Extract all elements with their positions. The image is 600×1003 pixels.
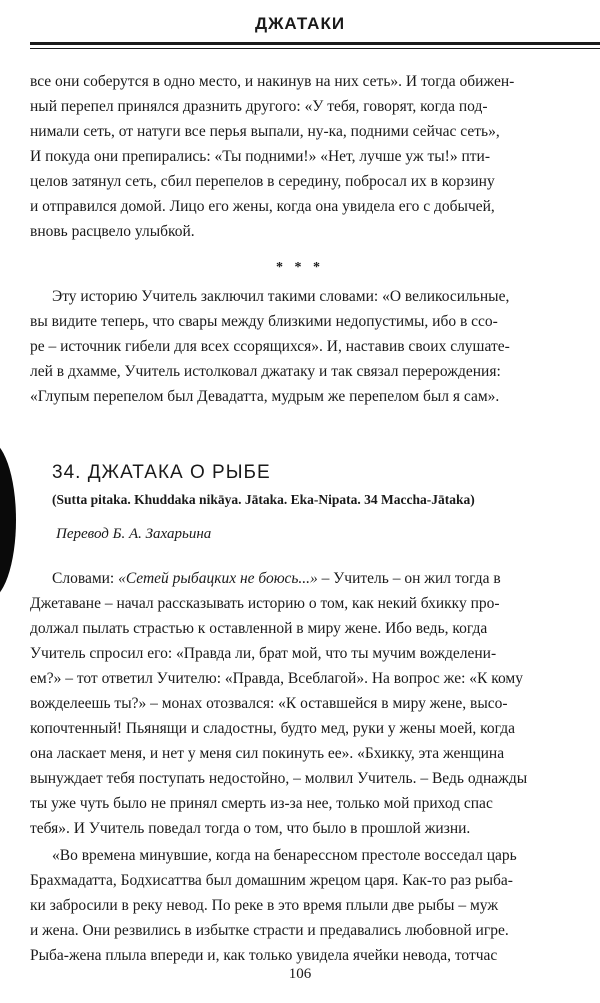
text-line: Эту историю Учитель заключил такими словами: «О великосильные, <box>52 288 510 305</box>
text-line: целов затянул сеть, сбил перепелов в середину, побросал их в корзину <box>30 173 495 190</box>
text-line: лей в дхамме, Учитель истолковал джатаку и так связал перерождения: <box>30 363 501 380</box>
text-line: ре – источник гибели для всех ссорящихся». И, наставив своих слушате- <box>30 338 510 355</box>
text-line: «Глупым перепелом был Девадатта, мудрым же перепелом был я сам». <box>30 388 500 405</box>
header-rule-thin <box>30 48 600 49</box>
translator-credit: Перевод Б. А. Захарьина <box>56 526 212 542</box>
header-rule <box>30 42 600 45</box>
text-line: вы видите теперь, что свары между близкими недопустимы, ибо в ссо- <box>30 313 498 330</box>
text-line: ки забросили в реку невод. По реке в это время плыли две рыбы – муж <box>30 897 499 914</box>
chapter-title: 34. ДЖАТАКА О РЫБЕ <box>52 462 271 483</box>
text-line: «Во времена минувшие, когда на бенарессном престоле восседал царь <box>52 847 517 864</box>
text-line: она ласкает меня, и нет у меня сил покинуть ее». «Бхикку, эта женщина <box>30 745 505 762</box>
text-span: – Учитель – он жил тогда в <box>317 570 501 587</box>
scan-edge-shadow <box>0 440 16 600</box>
text-span: Словами: <box>52 570 119 587</box>
text-line: все они соберутся в одно место, и накинув на них сеть». И тогда обижен- <box>30 73 515 90</box>
text-line: Учитель спросил его: «Правда ли, брат мой, что ты мучим вожделени- <box>30 645 497 662</box>
section-separator: * * * <box>276 260 324 275</box>
text-line <box>52 569 600 589</box>
chapter-source: (Sutta pitaka. Khuddaka nikāya. Jātaka. Eka-Nipata. 34 Maccha-Jātaka) <box>52 492 475 507</box>
text-line: вновь расцвело улыбкой. <box>30 223 195 240</box>
text-line: ты уже чуть было не принял смерть из-за нее, только мой приход спас <box>30 795 493 812</box>
text-line: Брахмадатта, Бодхисаттва был домашним жрецом царя. Как-то раз рыба- <box>30 872 513 889</box>
text-line: и жена. Они резвились в избытке страсти и предавались любовной игре. <box>30 922 509 939</box>
text-line: должал пылать страстью к оставленной в миру жене. Ибо ведь, когда <box>30 620 488 637</box>
text-line: тебя». И Учитель поведал тогда о том, что было в прошлой жизни. <box>30 820 471 837</box>
text-line: И покуда они препирались: «Ты подними!» «Нет, лучше уж ты!» пти- <box>30 148 490 165</box>
page-number: 106 <box>288 966 312 982</box>
text-line: Рыба-жена плыла впереди и, как только увидела ячейки невода, тотчас <box>30 947 498 964</box>
text-line: вожделеешь ты?» – монах отозвался: «К оставшейся в миру жене, высо- <box>30 695 508 712</box>
text-line: копочтенный! Пьянящи и сладостны, будто мед, руки у жены моей, когда <box>30 720 516 737</box>
running-header: ДЖАТАКИ <box>254 14 346 33</box>
quoted-title: «Сетей рыбацких не боюсь...» <box>118 570 318 587</box>
text-line: Джетаване – начал рассказывать историю о том, как некий бхикку про- <box>30 595 500 612</box>
text-line: и отправился домой. Лицо его жены, когда она увидела его с добычей, <box>30 198 495 215</box>
text-line: ный перепел принялся дразнить другого: «У тебя, говорят, когда под- <box>30 98 488 115</box>
text-line: вынуждает тебя поступать недостойно, – молвил Учитель. – Ведь однажды <box>30 770 528 787</box>
text-line: ем?» – тот ответил Учителю: «Правда, Всеблагой». На вопрос же: «К кому <box>30 670 523 687</box>
text-line: нимали сеть, от натуги все перья выпали, ну-ка, подними сейчас сеть», <box>30 123 500 140</box>
